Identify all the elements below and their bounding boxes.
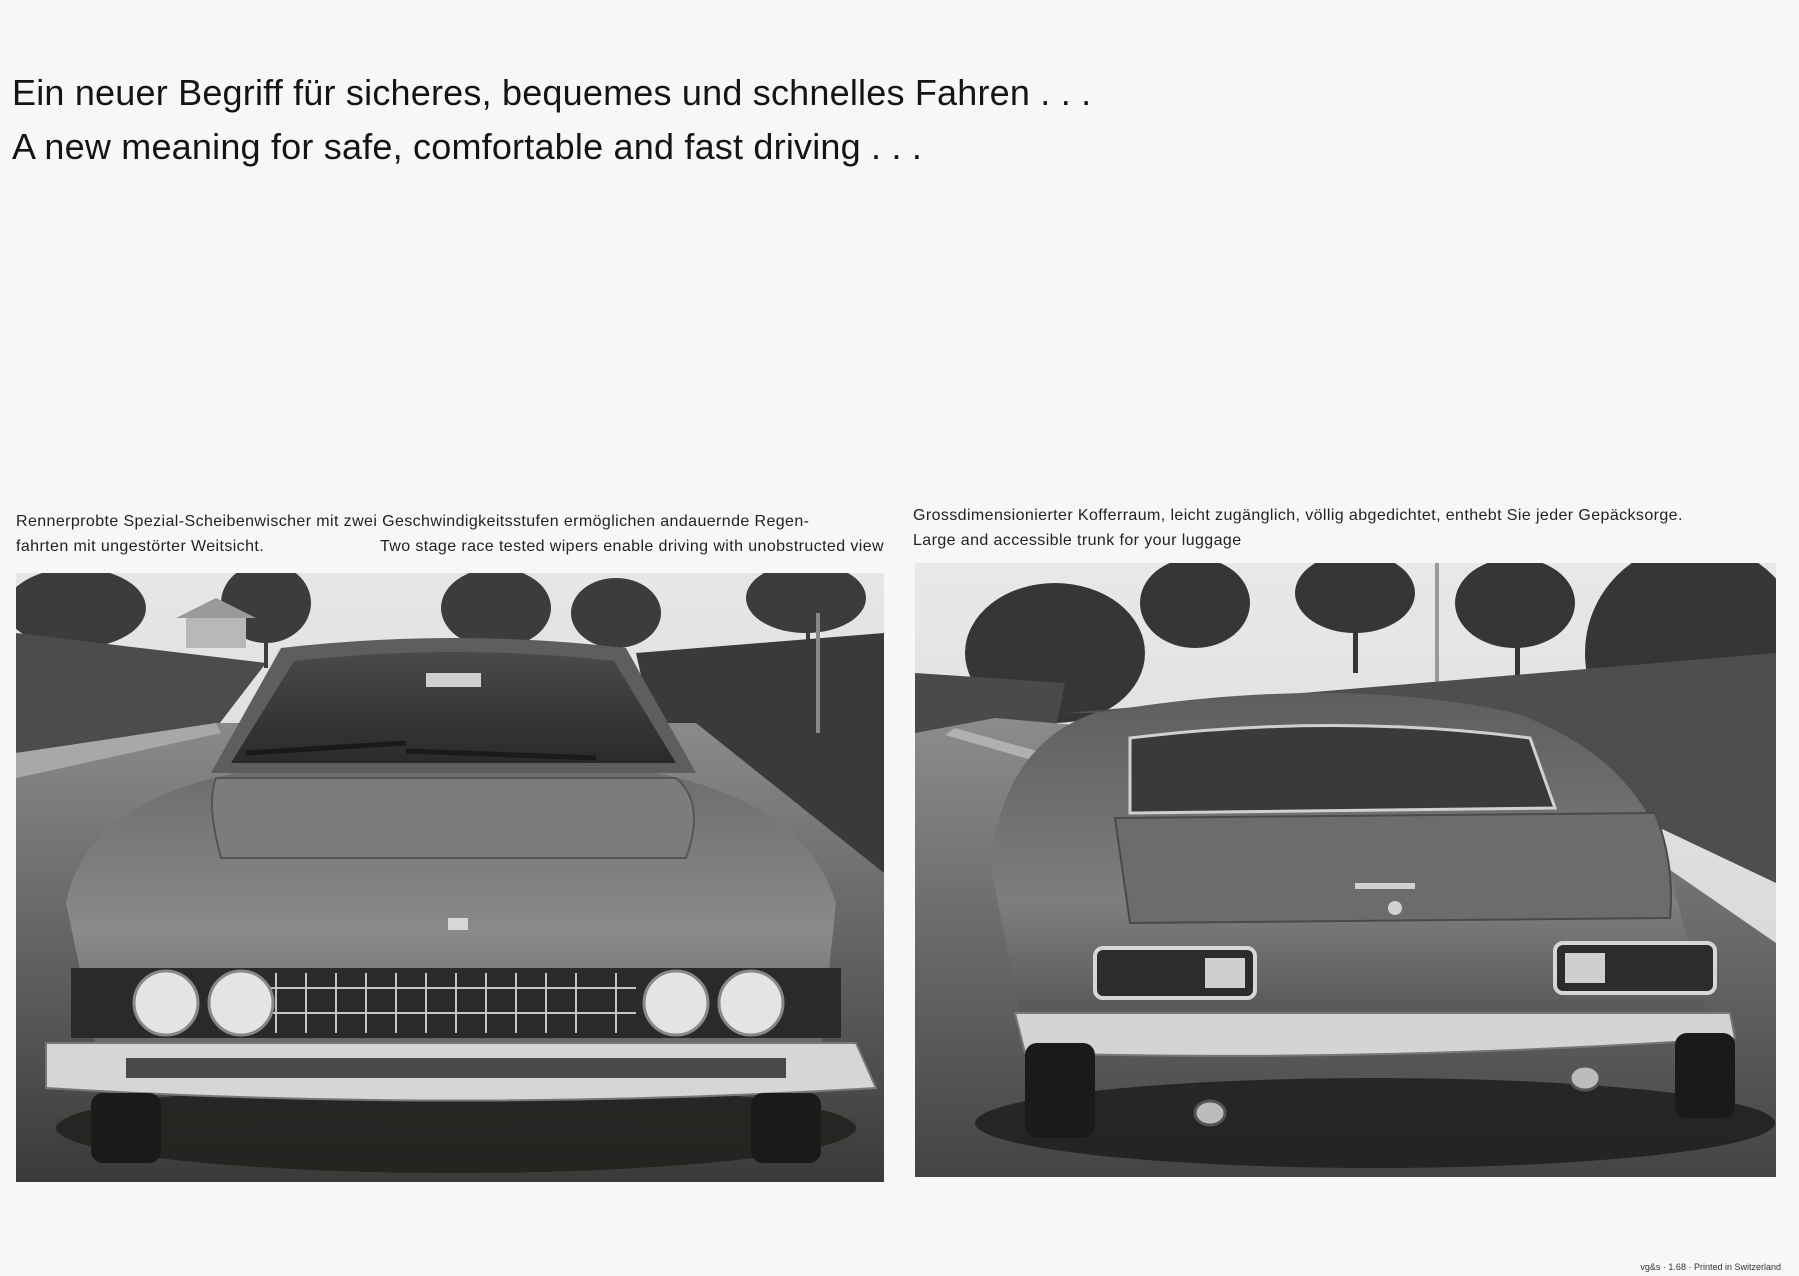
caption-front-german: fahrten mit ungestörter Weitsicht. — [16, 538, 265, 555]
photo-car-rear — [915, 563, 1776, 1177]
caption-rear-english: Large and accessible trunk for your luggage — [913, 532, 1242, 549]
printer-imprint: vg&s · 1.68 · Printed in Switzerland — [1640, 1262, 1781, 1272]
car-rear-illustration — [915, 563, 1776, 1177]
caption-rear-trunk — [913, 503, 1783, 553]
caption-front-line1-text: Rennerprobte Spezial-Scheibenwischer mit zwei Geschwindigkeitsstufen ermöglichen andauernde Regen- — [16, 513, 810, 530]
caption-front-english: Two stage race tested wipers enable driving with unobstructed view — [380, 538, 884, 555]
photo-car-front — [16, 573, 884, 1182]
caption-rear-german: Grossdimensionierter Kofferraum, leicht zugänglich, völlig abgedichtet, enthebt Sie jeder Gepäcksorge. — [913, 507, 1683, 524]
headline-german: Ein neuer Begriff für sicheres, bequemes und schnelles Fahren . . . — [12, 72, 1092, 113]
caption-front-line2 — [16, 534, 884, 559]
headline — [12, 66, 1212, 174]
car-front-illustration — [16, 573, 884, 1182]
caption-front-line1 — [16, 509, 884, 534]
headline-english: A new meaning for safe, comfortable and fast driving . . . — [12, 126, 923, 167]
caption-front-wipers — [16, 509, 884, 559]
